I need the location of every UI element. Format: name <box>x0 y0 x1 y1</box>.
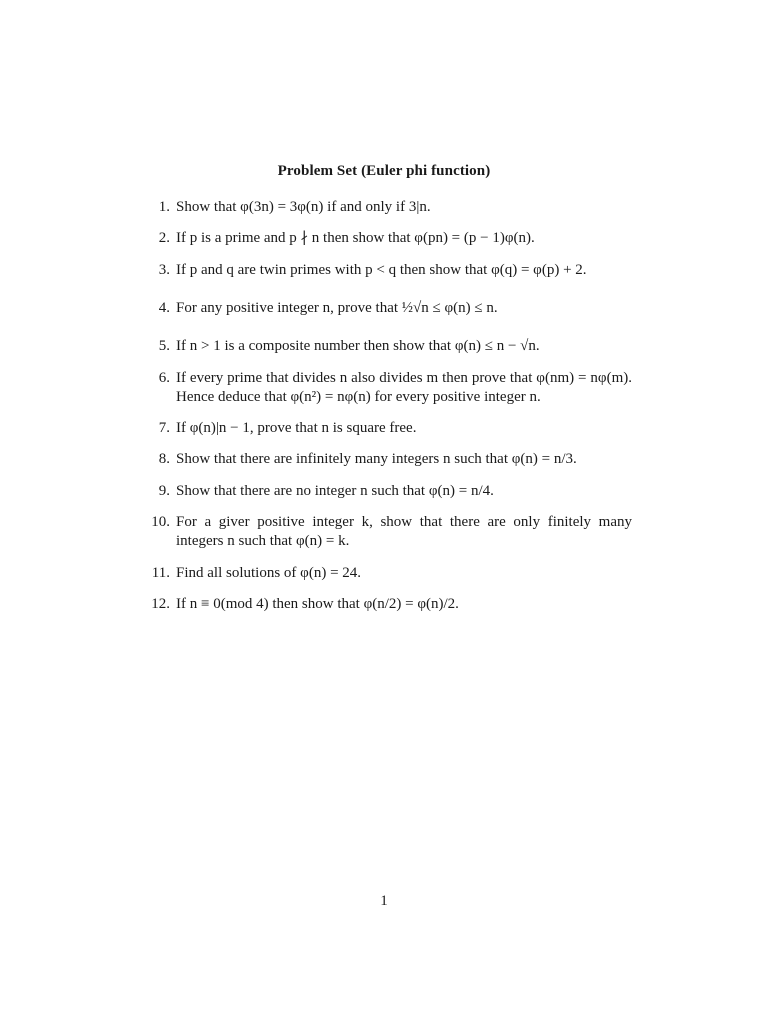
problem-item-2 <box>142 229 632 248</box>
problem-item-6 <box>142 369 632 407</box>
problem-number: 2. <box>158 230 170 246</box>
problem-text: If φ(n)|n − 1, prove that n is square free. <box>176 420 417 436</box>
problem-item-3 <box>142 261 632 280</box>
problem-number: 6. <box>158 370 170 386</box>
page-number: 1 <box>380 893 388 909</box>
problem-text: For a giver positive integer k, show that there are only finitely many integers n such that φ(n) = k. <box>176 514 632 549</box>
problem-number: 9. <box>158 483 170 499</box>
page-title: Problem Set (Euler phi function) <box>277 163 491 179</box>
problem-item-12 <box>142 595 632 614</box>
problem-item-10 <box>142 513 632 551</box>
problem-text: Find all solutions of φ(n) = 24. <box>176 565 362 581</box>
problem-number: 1. <box>158 199 170 215</box>
problem-item-7 <box>142 419 632 438</box>
problem-text: If p and q are twin primes with p < q then show that φ(q) = φ(p) + 2. <box>176 262 587 278</box>
problem-text: Show that there are infinitely many integers n such that φ(n) = n/3. <box>176 451 577 467</box>
problem-number: 3. <box>158 262 170 278</box>
problem-item-9 <box>142 482 632 501</box>
problem-number: 11. <box>151 565 170 581</box>
problem-text: Show that φ(3n) = 3φ(n) if and only if 3|n. <box>176 199 431 215</box>
problem-item-5 <box>142 337 632 356</box>
problem-number: 5. <box>158 338 170 354</box>
problem-text: If p is a prime and p ∤ n then show that φ(pn) = (p − 1)φ(n). <box>176 230 535 246</box>
problem-text: If n ≡ 0(mod 4) then show that φ(n/2) = φ(n)/2. <box>176 596 459 612</box>
problem-number: 8. <box>158 451 170 467</box>
problem-text: For any positive integer n, prove that ½√n ≤ φ(n) ≤ n. <box>176 300 498 316</box>
problem-item-8 <box>142 450 632 469</box>
problem-number: 4. <box>158 300 170 316</box>
problem-text: Show that there are no integer n such that φ(n) = n/4. <box>176 483 494 499</box>
problem-item-4 <box>142 299 632 318</box>
problem-number: 10. <box>151 514 170 530</box>
problem-text: If every prime that divides n also divides m then prove that φ(nm) = nφ(m). Hence deduce that φ(n²) = nφ(n) for every positive integer n. <box>176 370 632 405</box>
problem-text: If n > 1 is a composite number then show that φ(n) ≤ n − √n. <box>176 338 540 354</box>
problem-item-1 <box>142 198 632 217</box>
problem-item-11 <box>142 564 632 583</box>
problem-number: 12. <box>151 596 170 612</box>
problem-number: 7. <box>158 420 170 436</box>
